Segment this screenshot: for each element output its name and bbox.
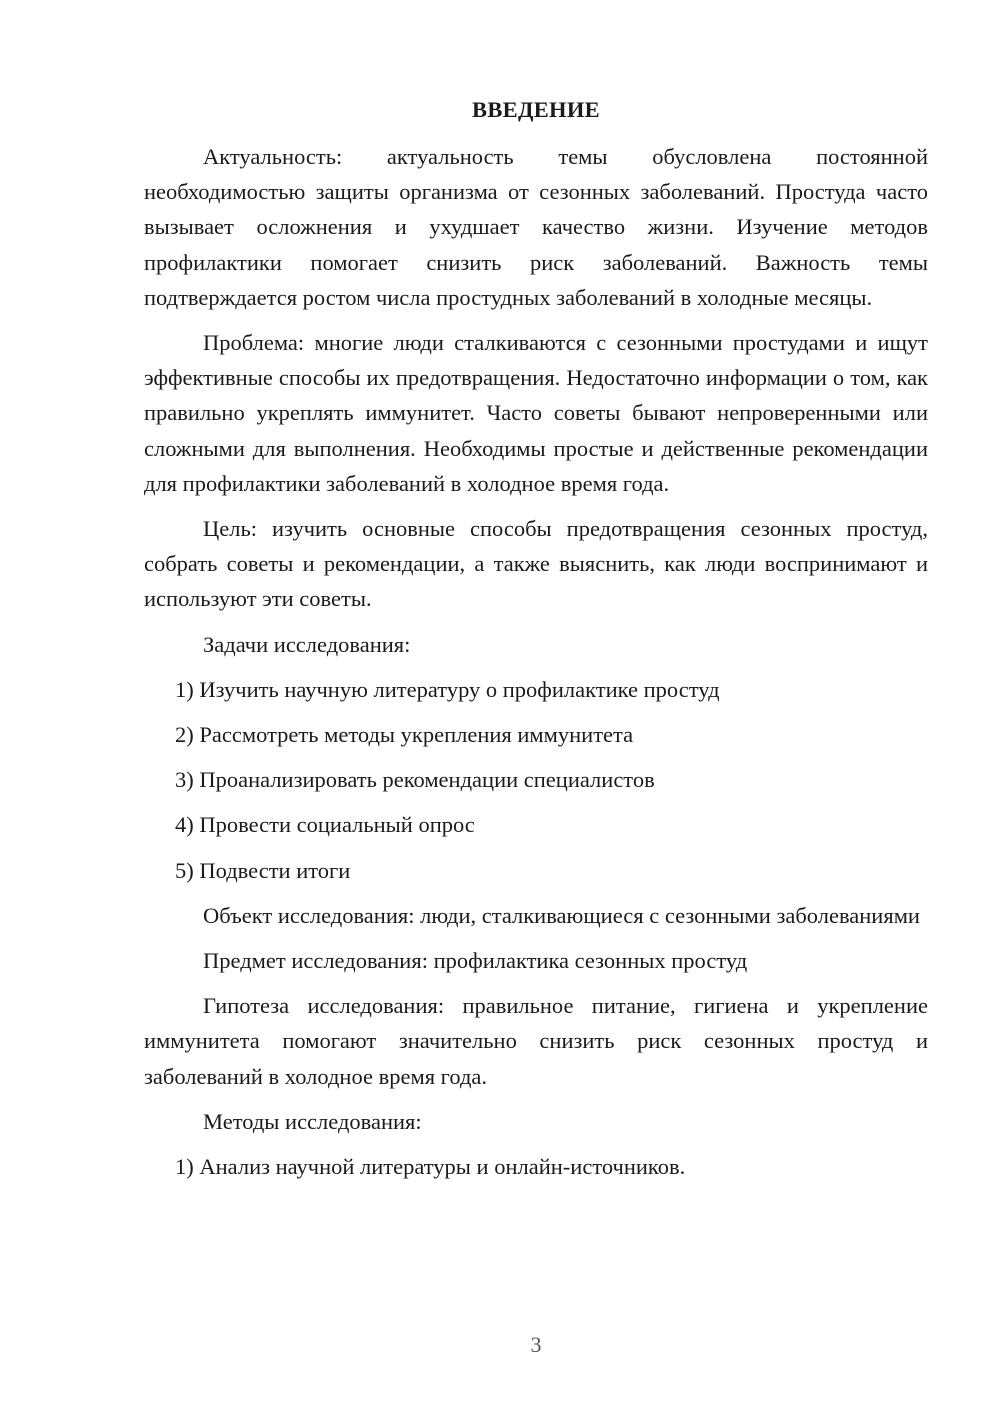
- list-item: 5) Подвести итоги: [175, 857, 351, 883]
- list-item: 1) Изучить научную литературу о профилактике простуд: [175, 676, 720, 702]
- object-paragraph: Объект исследования: люди, сталкивающиеся с сезонными заболеваниями: [203, 902, 920, 928]
- tasks-list: [144, 672, 928, 888]
- list-item: 4) Провести социальный опрос: [175, 812, 475, 838]
- page-number: 3: [530, 1332, 542, 1357]
- methods-list: [144, 1149, 928, 1184]
- page-title: ВВЕДЕНИЕ: [472, 97, 600, 122]
- problem-paragraph: Проблема: многие люди сталкиваются с сезонными простудами и ищут эффективные способы их предотвращения. Недостаточно информации о том, как правильно укреплять иммунитет. Часто советы бывают непроверенными или сложными для выполнения. Необходимы простые и действенные рекомендации для профилактики заболеваний в холодное время года.: [144, 330, 928, 496]
- tasks-heading: Задачи исследования:: [203, 631, 411, 657]
- relevance-paragraph: Актуальность: актуальность темы обусловлена постоянной необходимостью защиты организма от сезонных заболеваний. Простуда часто вызывает осложнения и ухудшает качество жизни. Изучение методов профилактики помогает снизить риск заболеваний. Важность темы подтверждается ростом числа простудных заболеваний в холодные месяцы.: [144, 144, 928, 310]
- list-item: 1) Анализ научной литературы и онлайн-источников.: [175, 1154, 686, 1180]
- methods-heading: Методы исследования:: [203, 1108, 422, 1134]
- page-content: [144, 96, 928, 1194]
- subject-paragraph: Предмет исследования: профилактика сезонных простуд: [203, 948, 748, 974]
- list-item: 2) Рассмотреть методы укрепления иммунитета: [175, 722, 634, 748]
- goal-paragraph: Цель: изучить основные способы предотвращения сезонных простуд, собрать советы и рекомендации, а также выяснить, как люди воспринимают и используют эти советы.: [144, 516, 928, 612]
- hypothesis-paragraph: Гипотеза исследования: правильное питание, гигиена и укрепление иммунитета помогают значительно снизить риск сезонных простуд и заболеваний в холодное время года.: [144, 993, 928, 1089]
- list-item: 3) Проанализировать рекомендации специалистов: [175, 767, 655, 793]
